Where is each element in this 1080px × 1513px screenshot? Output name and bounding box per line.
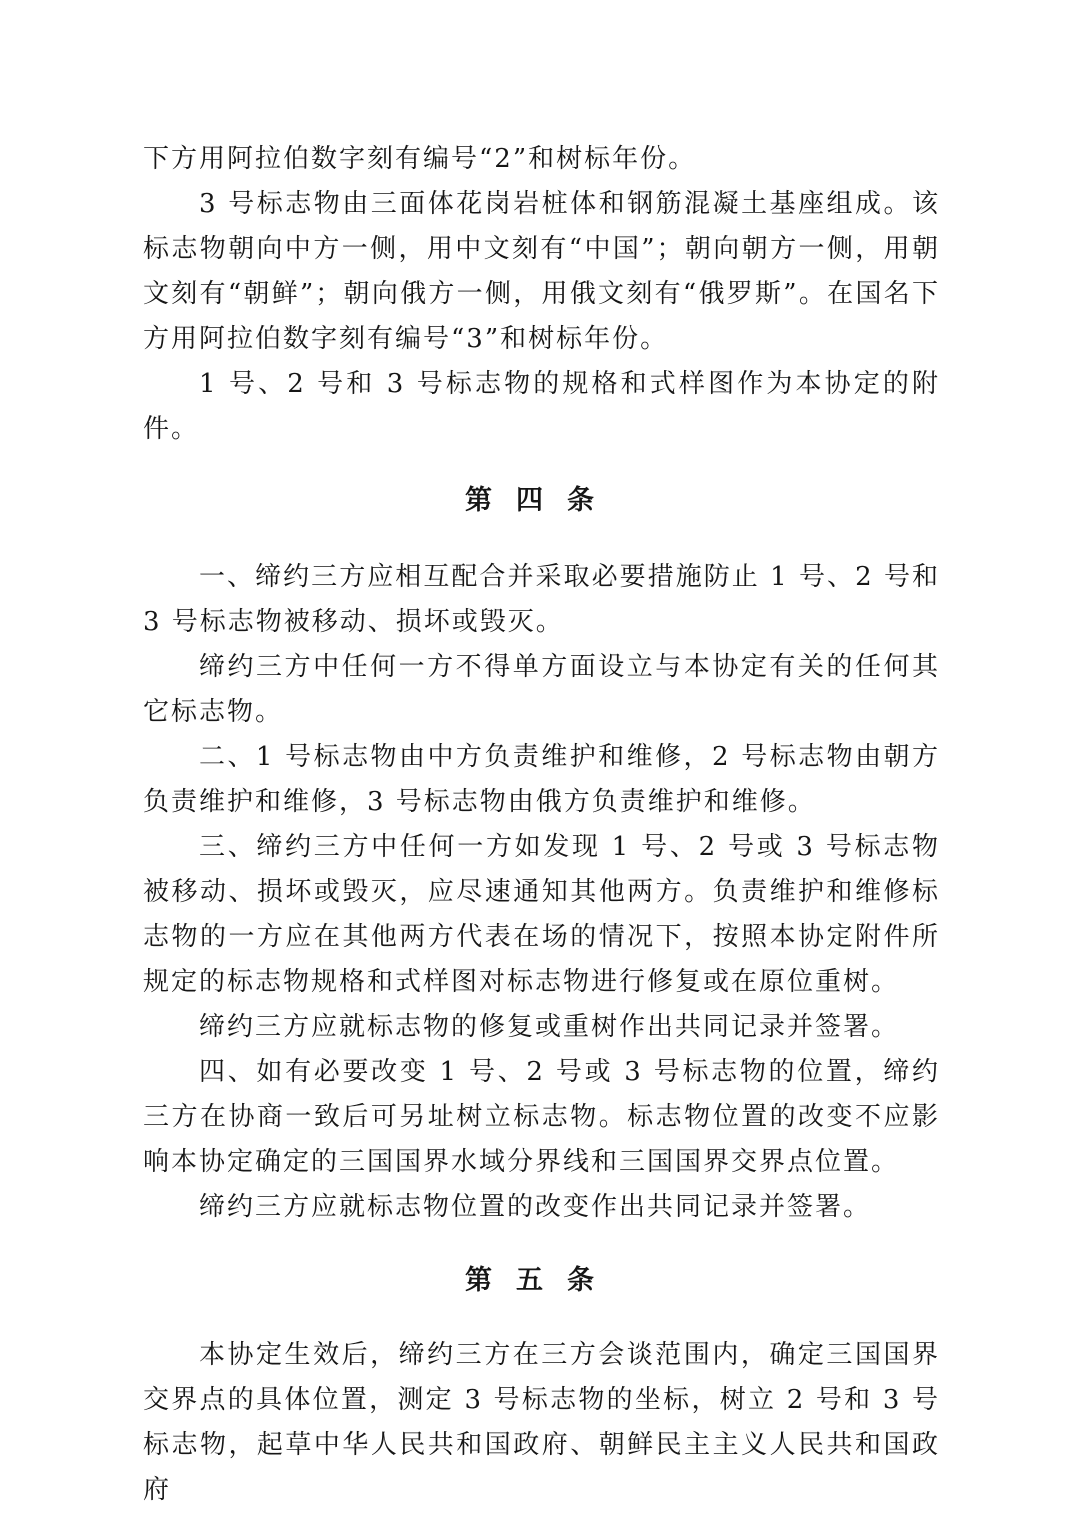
paragraph-continuation: 下方用阿拉伯数字刻有编号“2”和树标年份。 [143,144,697,174]
article-4-heading: 第四条 [465,485,618,516]
article-4-paragraph-2: 缔约三方中任何一方不得单方面设立与本协定有关的任何其它标志物。 [143,652,940,727]
article-4-paragraph-6: 四、如有必要改变 1 号、2 号或 3 号标志物的位置，缔约三方在协商一致后可另址树立标志物。标志物位置的改变不应影响本协定确定的三国国界水域分界线和三国国界交界点位置。 [143,1057,940,1177]
article-4-paragraph-7: 缔约三方应就标志物位置的改变作出共同记录并签署。 [199,1192,872,1222]
article-5-paragraph-1: 本协定生效后，缔约三方在三方会谈范围内，确定三国国界交界点的具体位置，测定 3 号标志物的坐标，树立 2 号和 3 号标志物，起草中华人民共和国政府、朝鲜民主主义人民共和国政府 [143,1340,940,1505]
article-4-paragraph-1: 一、缔约三方应相互配合并采取必要措施防止 1 号、2 号和 3 号标志物被移动、损坏或毁灭。 [143,562,940,637]
article-4-paragraph-3: 二、1 号标志物由中方负责维护和维修，2 号标志物由朝方负责维护和维修，3 号标志物由俄方负责维护和维修。 [143,742,940,817]
paragraph-attachment: 1 号、2 号和 3 号标志物的规格和式样图作为本协定的附件。 [143,369,940,444]
paragraph-marker-3: 3 号标志物由三面体花岗岩桩体和钢筋混凝土基座组成。该标志物朝向中方一侧，用中文刻有“中国”；朝向朝方一侧，用朝文刻有“朝鲜”；朝向俄方一侧，用俄文刻有“俄罗斯”。在国名下方用阿拉伯数字刻有编号“3”和树标年份。 [143,189,940,354]
document-body [143,137,940,1513]
article-5-heading: 第五条 [465,1265,618,1296]
article-4-paragraph-4: 三、缔约三方中任何一方如发现 1 号、2 号或 3 号标志物被移动、损坏或毁灭，应尽速通知其他两方。负责维护和维修标志物的一方应在其他两方代表在场的情况下，按照本协定附件所规定的标志物规格和式样图对标志物进行修复或在原位重树。 [143,832,940,997]
article-4-paragraph-5: 缔约三方应就标志物的修复或重树作出共同记录并签署。 [199,1012,900,1042]
